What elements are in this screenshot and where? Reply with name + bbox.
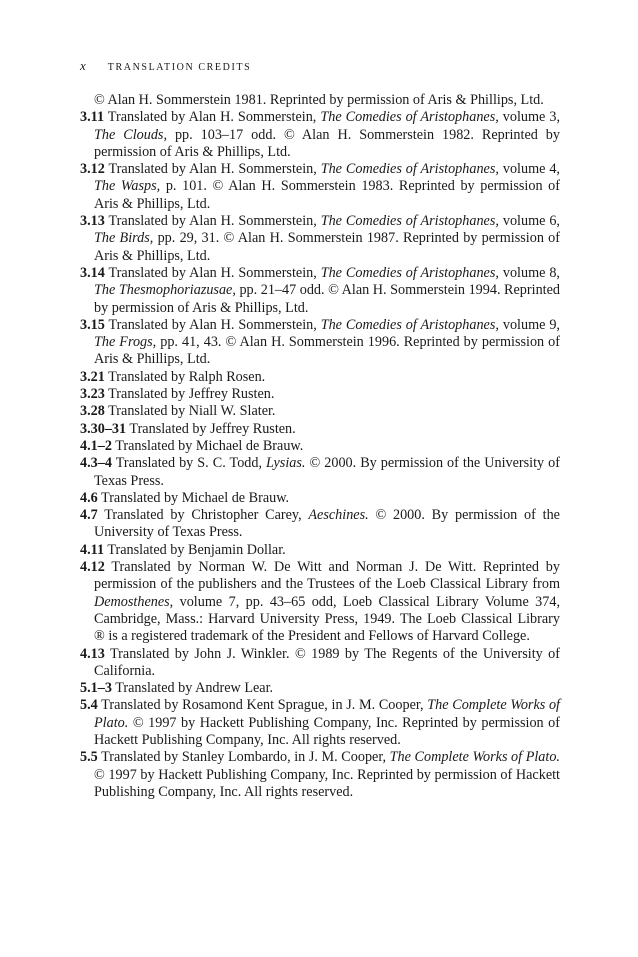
credit-entry: 3.28 Translated by Niall W. Slater. [80, 403, 276, 420]
work-title: The Complete Works of Plato. [389, 749, 560, 766]
work-title: The Complete Works of Plato. [94, 697, 560, 731]
work-title: The Thesmophoriazusae, [94, 282, 236, 299]
entry-number: 3.13 [80, 213, 105, 230]
work-title: The Comedies of Aristophanes, [320, 109, 499, 126]
entry-number: 3.12 [80, 161, 105, 178]
credit-entry: 3.23 Translated by Jeffrey Rusten. [80, 386, 275, 403]
continued-entry: © Alan H. Sommerstein 1981. Reprinted by permission of Aris & Phillips, Ltd. [94, 92, 544, 108]
work-title: The Clouds, [94, 126, 167, 143]
credit-entry: 3.30–31 Translated by Jeffrey Rusten. [80, 420, 296, 437]
running-head [80, 58, 251, 74]
entry-number: 4.3–4 [80, 455, 112, 472]
credit-entry: 3.11 Translated by Alan H. Sommerstein, The Comedies of Aristophanes, volume 3, The Clouds, pp. 103–17 odd. © Alan H. Sommerstein 1982. Reprinted by permission of Aris & Phillips, Ltd. [80, 109, 560, 160]
credit-entry: 4.11 Translated by Benjamin Dollar. [80, 541, 286, 558]
entry-number: 3.11 [80, 109, 105, 126]
credit-entry: 4.6 Translated by Michael de Brauw. [80, 489, 290, 506]
entry-number: 3.30–31 [80, 420, 127, 437]
entry-number: 4.11 [80, 541, 105, 558]
credit-entry: 4.3–4 Translated by S. C. Todd, Lysias. © 2000. By permission of the University of Texas Press. [80, 455, 560, 489]
entry-number: 5.5 [80, 749, 98, 766]
credit-entry: 3.15 Translated by Alan H. Sommerstein, The Comedies of Aristophanes, volume 9, The Frogs, pp. 41, 43. © Alan H. Sommerstein 1996. Reprinted by permission of Aris & Phillips, Ltd. [80, 316, 560, 368]
entry-number: 5.4 [80, 697, 98, 714]
work-title: Aeschines. [308, 507, 369, 524]
entry-number: 4.7 [80, 507, 98, 524]
work-title: The Wasps, [94, 178, 161, 195]
page-number: x [80, 58, 86, 73]
credit-entry: 5.1–3 Translated by Andrew Lear. [80, 680, 274, 697]
entry-number: 3.28 [80, 403, 105, 420]
credit-entry: 5.5 Translated by Stanley Lombardo, in J. M. Cooper, The Complete Works of Plato. © 1997 by Hackett Publishing Company, Inc. Reprinted by permission of Hackett Publishing Company, Inc. All rights reserved. [80, 749, 560, 800]
work-title: Demosthenes, [94, 593, 174, 610]
entry-number: 4.13 [80, 645, 105, 662]
credit-entry: 4.12 Translated by Norman W. De Witt and Norman J. De Witt. Reprinted by permission of the publishers and the Trustees of the Loeb Classical Library from Demosthenes, volume 7, pp. 43–65 odd, Loeb Classical Library Volume 374, Cambridge, Mass.: Harvard University Press, 1949. The Loeb Classical Library ® is a registered trademark of the President and Fellows of Harvard College. [80, 559, 560, 645]
work-title: The Frogs, [94, 334, 157, 351]
entry-number: 3.21 [80, 368, 105, 385]
credit-entry: 4.1–2 Translated by Michael de Brauw. [80, 437, 304, 454]
entry-number: 3.15 [80, 316, 105, 333]
entry-number: 4.6 [80, 489, 98, 506]
credit-entry: 4.13 Translated by John J. Winkler. © 1989 by The Regents of the University of California. [80, 645, 560, 679]
credit-entry: 5.4 Translated by Rosamond Kent Sprague, in J. M. Cooper, The Complete Works of Plato. © 1997 by Hackett Publishing Company, Inc. Reprinted by permission of Hackett Publishing Company, Inc. All rights reserved. [80, 697, 560, 748]
credit-entry: 4.7 Translated by Christopher Carey, Aeschines. © 2000. By permission of the University of Texas Press. [80, 507, 560, 541]
entry-number: 4.1–2 [80, 437, 112, 454]
credit-entry: 3.12 Translated by Alan H. Sommerstein, The Comedies of Aristophanes, volume 4, The Wasps, p. 101. © Alan H. Sommerstein 1983. Reprinted by permission of Aris & Phillips, Ltd. [80, 161, 560, 212]
credit-entry: 3.21 Translated by Ralph Rosen. [80, 368, 266, 385]
work-title: Lysias. [266, 455, 306, 472]
entry-number: 5.1–3 [80, 680, 112, 697]
work-title: The Comedies of Aristophanes, [320, 316, 499, 333]
entry-number: 3.23 [80, 386, 105, 403]
credit-entry: 3.13 Translated by Alan H. Sommerstein, The Comedies of Aristophanes, volume 6, The Birds, pp. 29, 31. © Alan H. Sommerstein 1987. Reprinted by permission of Aris & Phillips, Ltd. [80, 213, 560, 264]
running-title: TRANSLATION CREDITS [107, 62, 252, 73]
work-title: The Comedies of Aristophanes, [320, 213, 499, 230]
credit-entry: 3.14 Translated by Alan H. Sommerstein, The Comedies of Aristophanes, volume 8, The Thesmophoriazusae, pp. 21–47 odd. © Alan H. Sommerstein 1994. Reprinted by permission of Aris & Phillips, Ltd. [80, 264, 560, 316]
credits-list [80, 92, 560, 801]
work-title: The Comedies of Aristophanes, [320, 264, 499, 281]
entry-number: 3.14 [80, 264, 105, 281]
entry-number: 4.12 [80, 559, 105, 576]
work-title: The Comedies of Aristophanes, [320, 161, 499, 178]
work-title: The Birds, [94, 230, 154, 247]
